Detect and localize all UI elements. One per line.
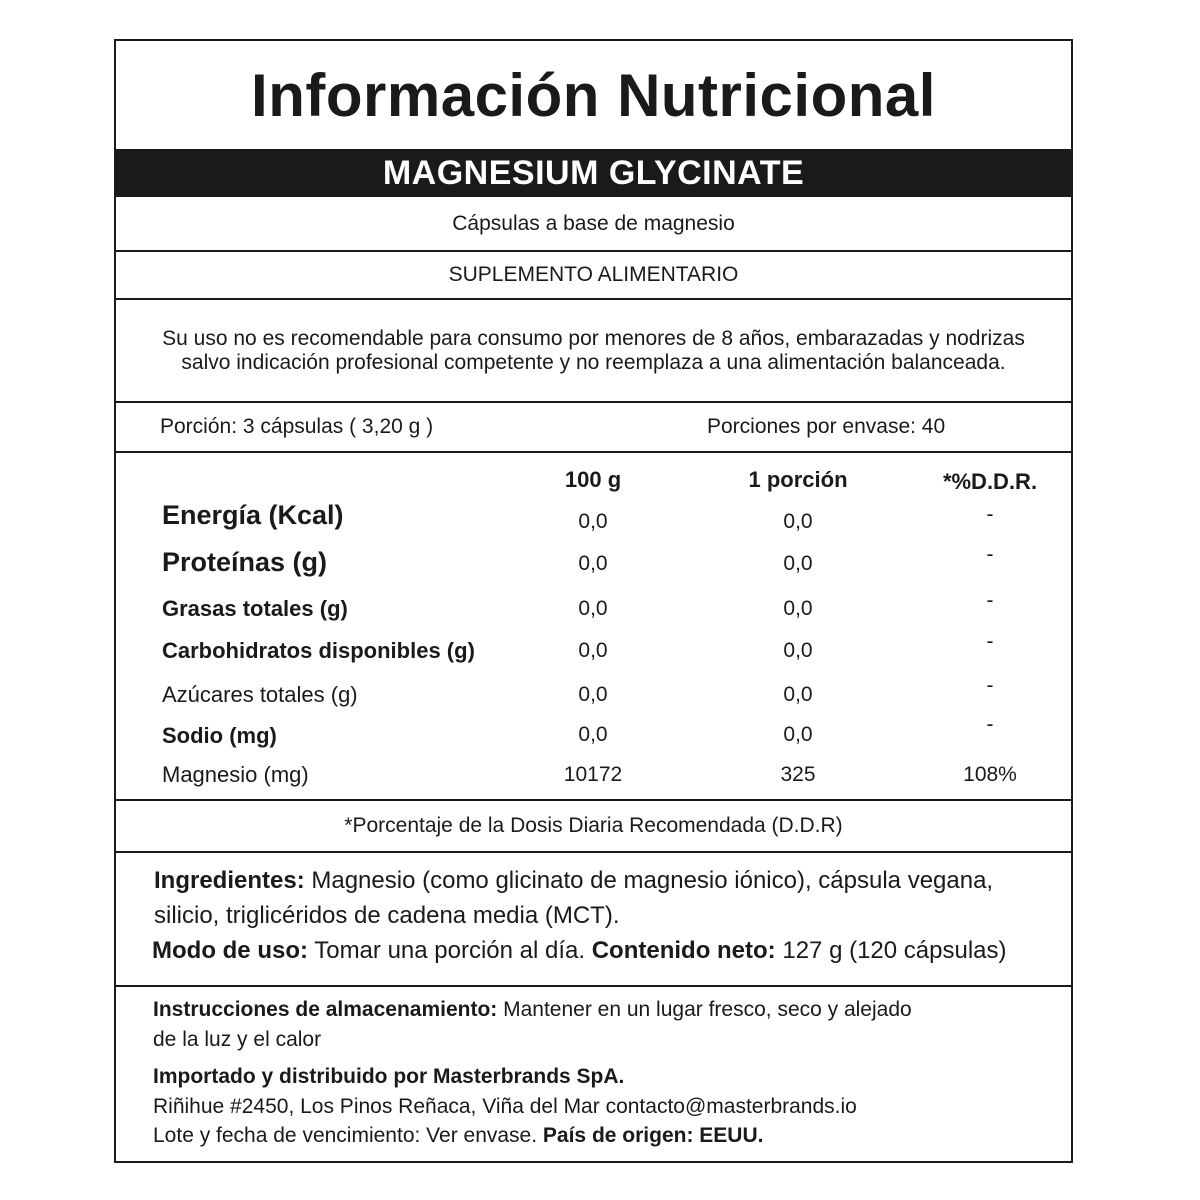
lot-text: Lote y fecha de vencimiento: Ver envase. [153, 1124, 543, 1147]
row-value-ddr: - [986, 630, 994, 653]
header-portion: 1 porción [748, 467, 848, 492]
servings-per-container: Porciones por envase: 40 [707, 415, 946, 438]
row-name: Carbohidratos disponibles (g) [162, 638, 475, 663]
net-content-text: 127 g (120 cápsulas) [775, 937, 1007, 964]
serving-size: Porción: 3 cápsulas ( 3,20 g ) [160, 415, 434, 438]
product-description: Cápsulas a base de magnesio [452, 211, 735, 235]
row-name: Azúcares totales (g) [162, 682, 358, 707]
row-value-100g: 0,0 [578, 597, 608, 620]
storage-section [116, 985, 1071, 1163]
row-value-portion: 0,0 [783, 683, 813, 706]
row-value-100g: 0,0 [578, 723, 608, 746]
nutrition-label [114, 39, 1073, 1163]
ingredients-label: Ingredientes: [154, 867, 305, 894]
row-value-ddr: - [986, 713, 994, 736]
usage-paragraph [152, 933, 1007, 968]
address-line: Riñihue #2450, Los Pinos Reñaca, Viña del Mar contacto@masterbrands.io [153, 1095, 857, 1118]
ddr-footnote: *Porcentaje de la Dosis Diaria Recomendada (D.D.R) [116, 799, 1071, 851]
ingredients-section [116, 851, 1071, 985]
row-value-100g: 0,0 [578, 683, 608, 706]
storage-line [153, 995, 912, 1025]
row-value-portion: 0,0 [783, 639, 813, 662]
importer-line: Importado y distribuido por Masterbrands SpA. [153, 1065, 625, 1088]
row-name: Energía (Kcal) [162, 500, 344, 530]
row-value-portion: 0,0 [783, 552, 813, 575]
label-title: Información Nutricional [251, 61, 936, 129]
origin-text: País de origen: EEUU. [542, 1124, 764, 1147]
storage-text: Mantener en un lugar fresco, seco y alejado [497, 998, 912, 1021]
row-value-portion: 0,0 [783, 723, 813, 746]
row-name: Sodio (mg) [162, 723, 277, 748]
usage-text: Tomar una porción al día. [307, 937, 586, 964]
usage-label: Modo de uso: [152, 937, 308, 964]
row-value-ddr: - [986, 589, 994, 612]
row-value-ddr: - [986, 674, 994, 697]
row-name: Proteínas (g) [162, 547, 328, 577]
row-value-portion: 0,0 [783, 510, 813, 533]
row-value-portion: 0,0 [783, 597, 813, 620]
row-value-100g: 0,0 [578, 552, 608, 575]
row-name: Grasas totales (g) [162, 596, 348, 621]
storage-line-2: de la luz y el calor [153, 1028, 322, 1051]
row-value-ddr: - [986, 543, 994, 566]
lot-line [153, 1121, 763, 1151]
usage-warning: Su uso no es recomendable para consumo por menores de 8 años, embarazadas y nodrizas salvo indicación profesional competente y no reemplaza a una alimentación balanceada. [116, 298, 1071, 401]
row-value-ddr: - [986, 503, 994, 526]
ingredients-text: Magnesio (como glicinato de magnesio iónico), cápsula vegana, silicio, triglicéridos de cadena media (MCT). [154, 867, 994, 929]
row-value-100g: 0,0 [578, 639, 608, 662]
product-category: SUPLEMENTO ALIMENTARIO [116, 250, 1071, 298]
nutrition-table [116, 451, 1071, 799]
serving-info [116, 401, 1071, 451]
storage-label: Instrucciones de almacenamiento: [153, 998, 498, 1021]
product-name: MAGNESIUM GLYCINATE [116, 149, 1071, 197]
row-value-portion: 325 [780, 763, 816, 786]
header-100g: 100 g [564, 467, 622, 492]
net-content-label: Contenido neto: [585, 937, 776, 964]
header-ddr: *%D.D.R. [942, 469, 1038, 494]
row-value-100g: 10172 [563, 763, 623, 786]
ingredients-paragraph [154, 863, 1034, 933]
row-name: Magnesio (mg) [162, 762, 309, 787]
row-value-ddr: 108% [963, 763, 1017, 786]
row-value-100g: 0,0 [578, 510, 608, 533]
